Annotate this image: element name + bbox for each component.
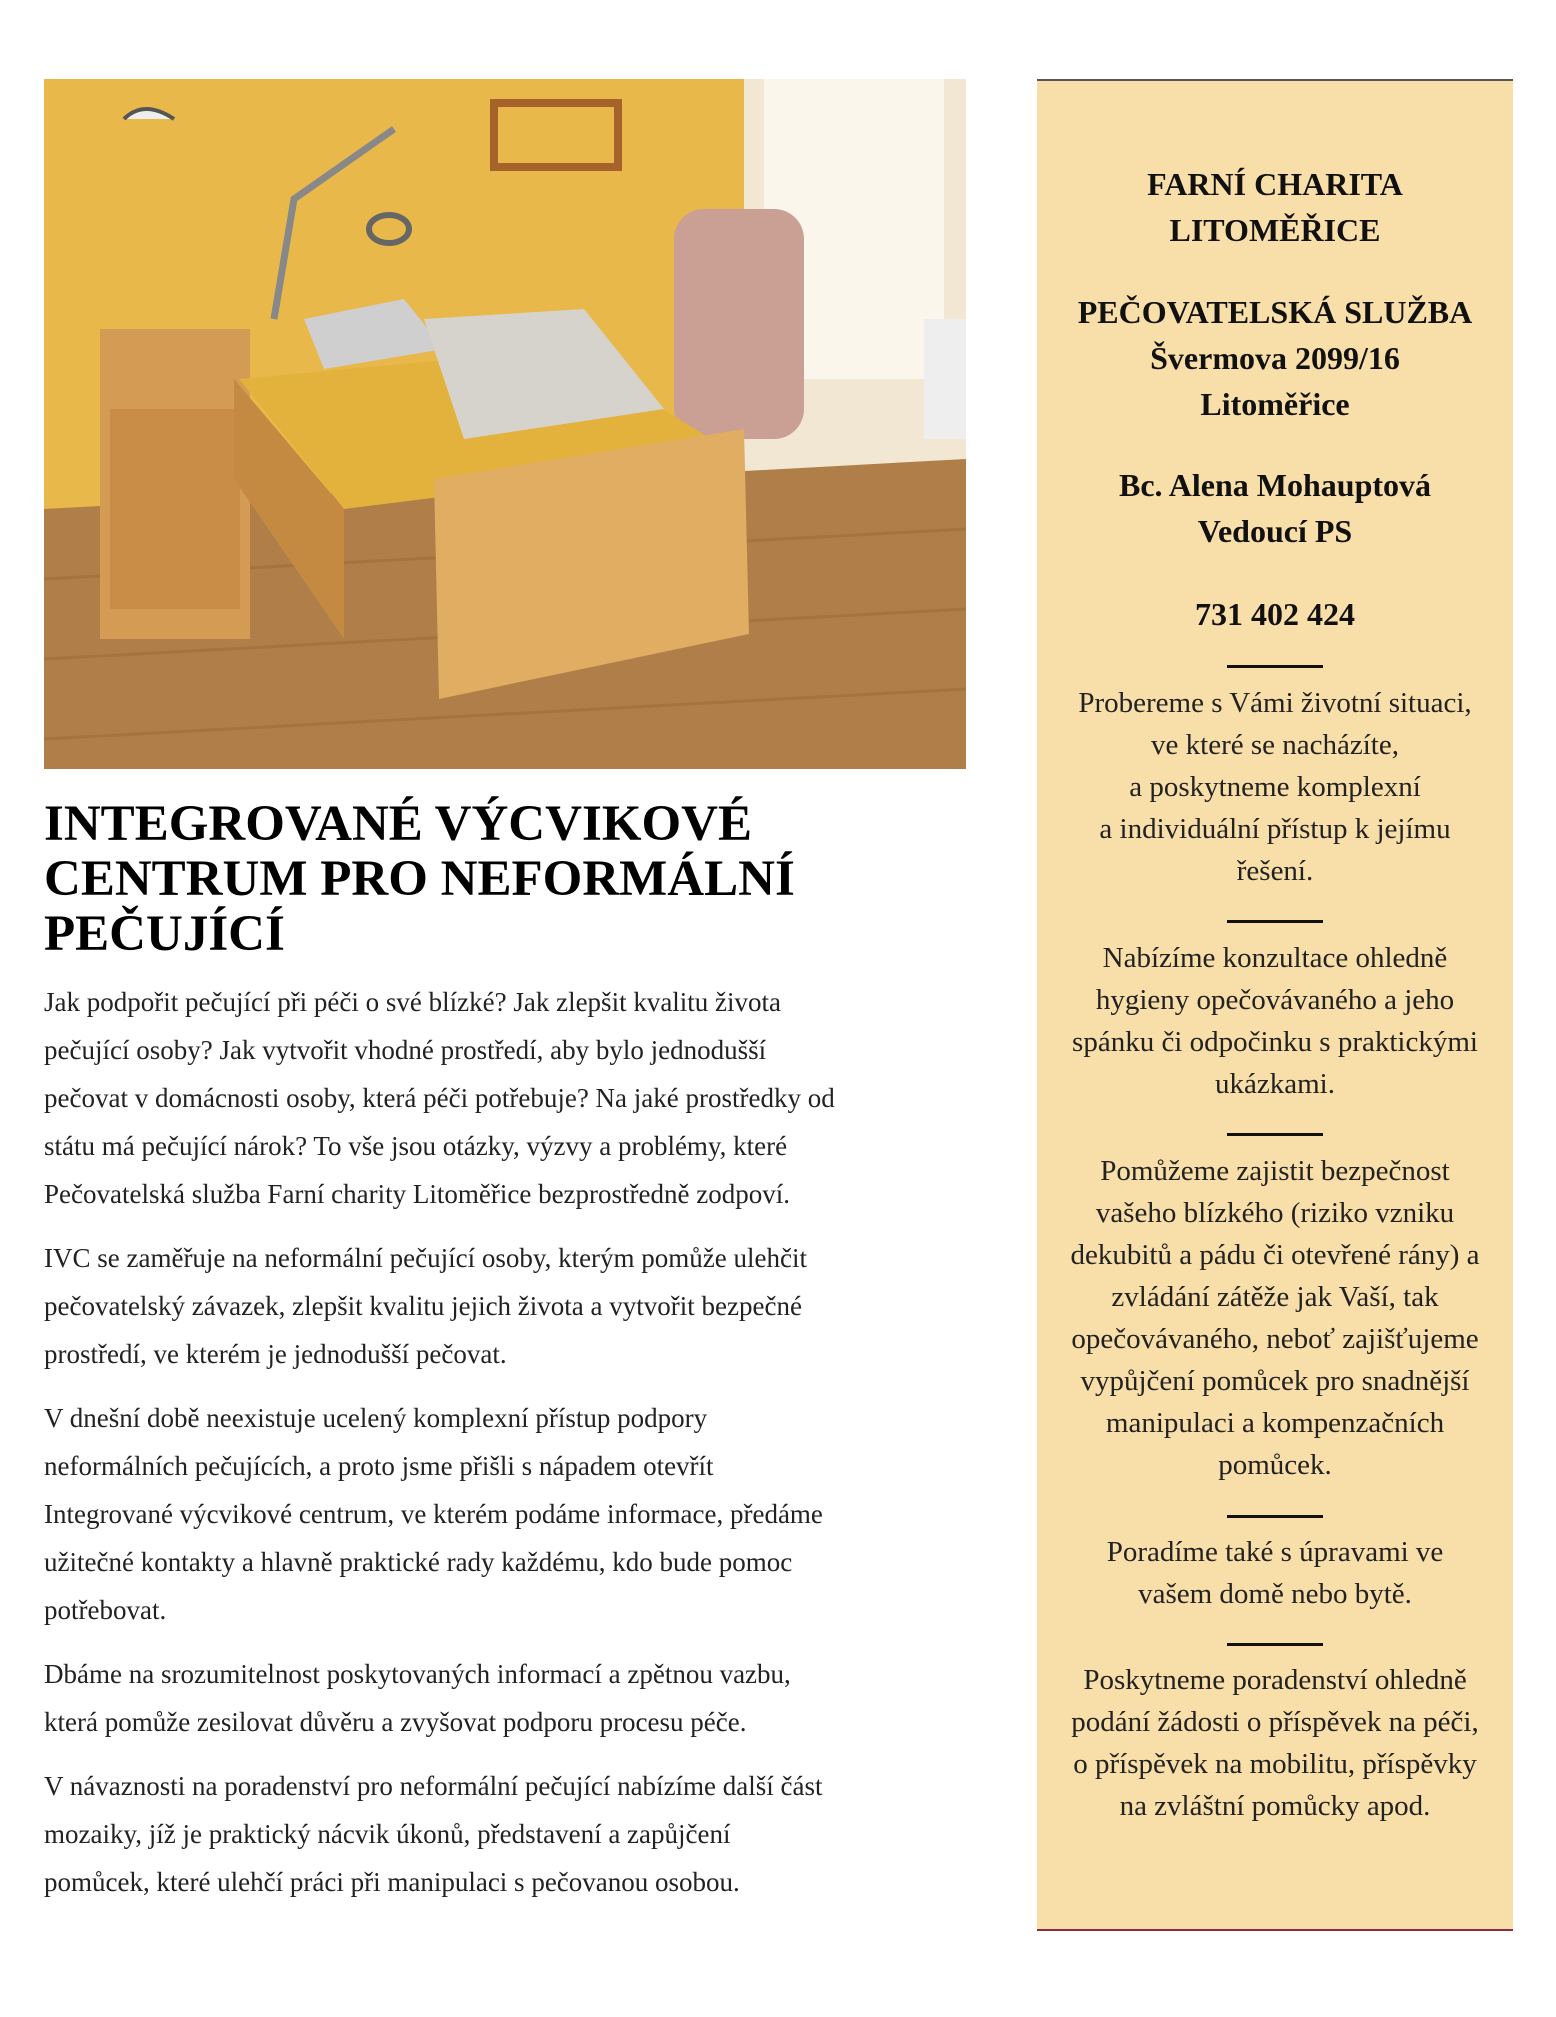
text-line: pomůcek. (1218, 1449, 1332, 1481)
info-block-4 (1037, 1531, 1513, 1615)
text-line: prostředí, ve kterém je jednodušší pečovat. (44, 1339, 507, 1369)
nightstand-door (110, 409, 240, 609)
service-name: PEČOVATELSKÁ SLUŽBA (1077, 294, 1473, 330)
text-line: Jak podpořit pečující při péči o své blízké? Jak zlepšit kvalitu života (44, 987, 782, 1017)
text-line: řešení. (1236, 855, 1314, 887)
person-name: Bc. Alena Mohauptová (1118, 467, 1432, 503)
text-line: pečující osoby? Jak vytvořit vhodné prostředí, aby bylo jednodušší (44, 1035, 767, 1065)
text-line: vypůjčení pomůcek pro snadnější (1080, 1365, 1470, 1397)
text-line: která pomůže zesilovat důvěru a zvyšovat podporu procesu péče. (44, 1707, 747, 1737)
text-line: pečovatelský závazek, zlepšit kvalitu jejich života a vytvořit bezpečné (44, 1291, 802, 1321)
org-line: LITOMĚŘICE (1169, 212, 1381, 248)
info-block-2 (1037, 937, 1513, 1105)
organization-name (1037, 161, 1513, 253)
text-line: manipulaci a kompenzačních (1105, 1407, 1445, 1439)
text-line: opečovávaného, neboť zajišťujeme (1071, 1323, 1479, 1355)
title-line: PEČUJÍCÍ (44, 906, 285, 962)
text-line: ve které se nacházíte, (1151, 729, 1399, 761)
room-photo (44, 79, 966, 769)
text-line: Poskytneme poradenství ohledně (1083, 1664, 1467, 1696)
text-line: pomůcek, které ulehčí práci při manipulaci s pečovanou osobou. (44, 1867, 740, 1897)
org-line: FARNÍ CHARITA (1147, 166, 1403, 202)
phone-text[interactable]: 731 402 424 (1195, 596, 1355, 632)
text-line: a poskytneme komplexní (1129, 771, 1421, 803)
room-illustration (44, 79, 966, 769)
divider (1227, 920, 1323, 923)
divider (1227, 1643, 1323, 1646)
text-line: V návaznosti na poradenství pro neformální pečující nabízíme další část (44, 1771, 823, 1801)
paragraph-4 (44, 1650, 1004, 1746)
text-line: neformálních pečujících, a proto jsme přišli s nápadem otevřít (44, 1451, 714, 1481)
text-line: o příspěvek na mobilitu, příspěvky (1073, 1748, 1477, 1780)
text-line: podání žádosti o příspěvek na péči, (1071, 1706, 1479, 1738)
info-block-3 (1037, 1150, 1513, 1486)
info-block-5 (1037, 1659, 1513, 1827)
text-line: dekubitů a pádu či otevřené rány) a (1070, 1239, 1480, 1271)
text-line: Nabízíme konzultace ohledně (1102, 942, 1448, 974)
street-address: Švermova 2099/16 (1150, 340, 1400, 376)
city: Litoměřice (1200, 386, 1350, 422)
divider (1227, 1515, 1323, 1518)
article-title (44, 797, 984, 962)
text-line: státu má pečující nárok? To vše jsou otázky, výzvy a problémy, které (44, 1131, 788, 1161)
text-line: Integrované výcvikové centrum, ve kterém podáme informace, předáme (44, 1499, 823, 1529)
text-line: Pomůžeme zajistit bezpečnost (1100, 1155, 1450, 1187)
text-line: Pečovatelská služba Farní charity Litoměřice bezprostředně zodpoví. (44, 1179, 790, 1209)
armchair (674, 209, 804, 439)
text-line: zvládání zátěže jak Vaší, tak (1111, 1281, 1439, 1313)
paragraph-2 (44, 1234, 1004, 1378)
article-body (44, 978, 1004, 1922)
text-line: Dbáme na srozumitelnost poskytovaných informací a zpětnou vazbu, (44, 1659, 791, 1689)
divider (1227, 1133, 1323, 1136)
service-address (1037, 289, 1513, 427)
info-block-1 (1037, 682, 1513, 892)
contact-person (1037, 462, 1513, 554)
text-line: potřebovat. (44, 1595, 167, 1625)
text-line: V dnešní době neexistuje ucelený komplexní přístup podpory (44, 1403, 708, 1433)
text-line: IVC se zaměřuje na neformální pečující osoby, kterým pomůže ulehčit (44, 1243, 807, 1273)
text-line: na zvláštní pomůcky apod. (1119, 1790, 1431, 1822)
divider (1227, 665, 1323, 668)
radiator (924, 319, 966, 439)
text-line: pečovat v domácnosti osoby, která péči potřebuje? Na jaké prostředky od (44, 1083, 835, 1113)
text-line: Poradíme také s úpravami ve (1106, 1536, 1444, 1568)
text-line: hygieny opečovávaného a jeho (1095, 984, 1455, 1016)
phone-number[interactable] (1037, 591, 1513, 637)
text-line: vašem domě nebo bytě. (1138, 1578, 1412, 1610)
contact-sidebar (1037, 79, 1513, 1931)
paragraph-1 (44, 978, 1004, 1218)
text-line: mozaiky, jíž je praktický nácvik úkonů, představení a zapůjčení (44, 1819, 731, 1849)
text-line: a individuální přístup k jejímu (1099, 813, 1451, 845)
paragraph-5 (44, 1762, 1004, 1906)
text-line: spánku či odpočinku s praktickými (1072, 1026, 1478, 1058)
person-role: Vedoucí PS (1197, 513, 1353, 549)
text-line: Probereme s Vámi životní situaci, (1078, 687, 1472, 719)
text-line: vašeho blízkého (riziko vzniku (1095, 1197, 1455, 1229)
title-line: INTEGROVANÉ VÝCVIKOVÉ (44, 796, 752, 852)
title-line: CENTRUM PRO NEFORMÁLNÍ (44, 851, 795, 907)
text-line: užitečné kontakty a hlavně praktické rady každému, kdo bude pomoc (44, 1547, 793, 1577)
paragraph-3 (44, 1394, 1004, 1634)
text-line: ukázkami. (1215, 1068, 1335, 1100)
